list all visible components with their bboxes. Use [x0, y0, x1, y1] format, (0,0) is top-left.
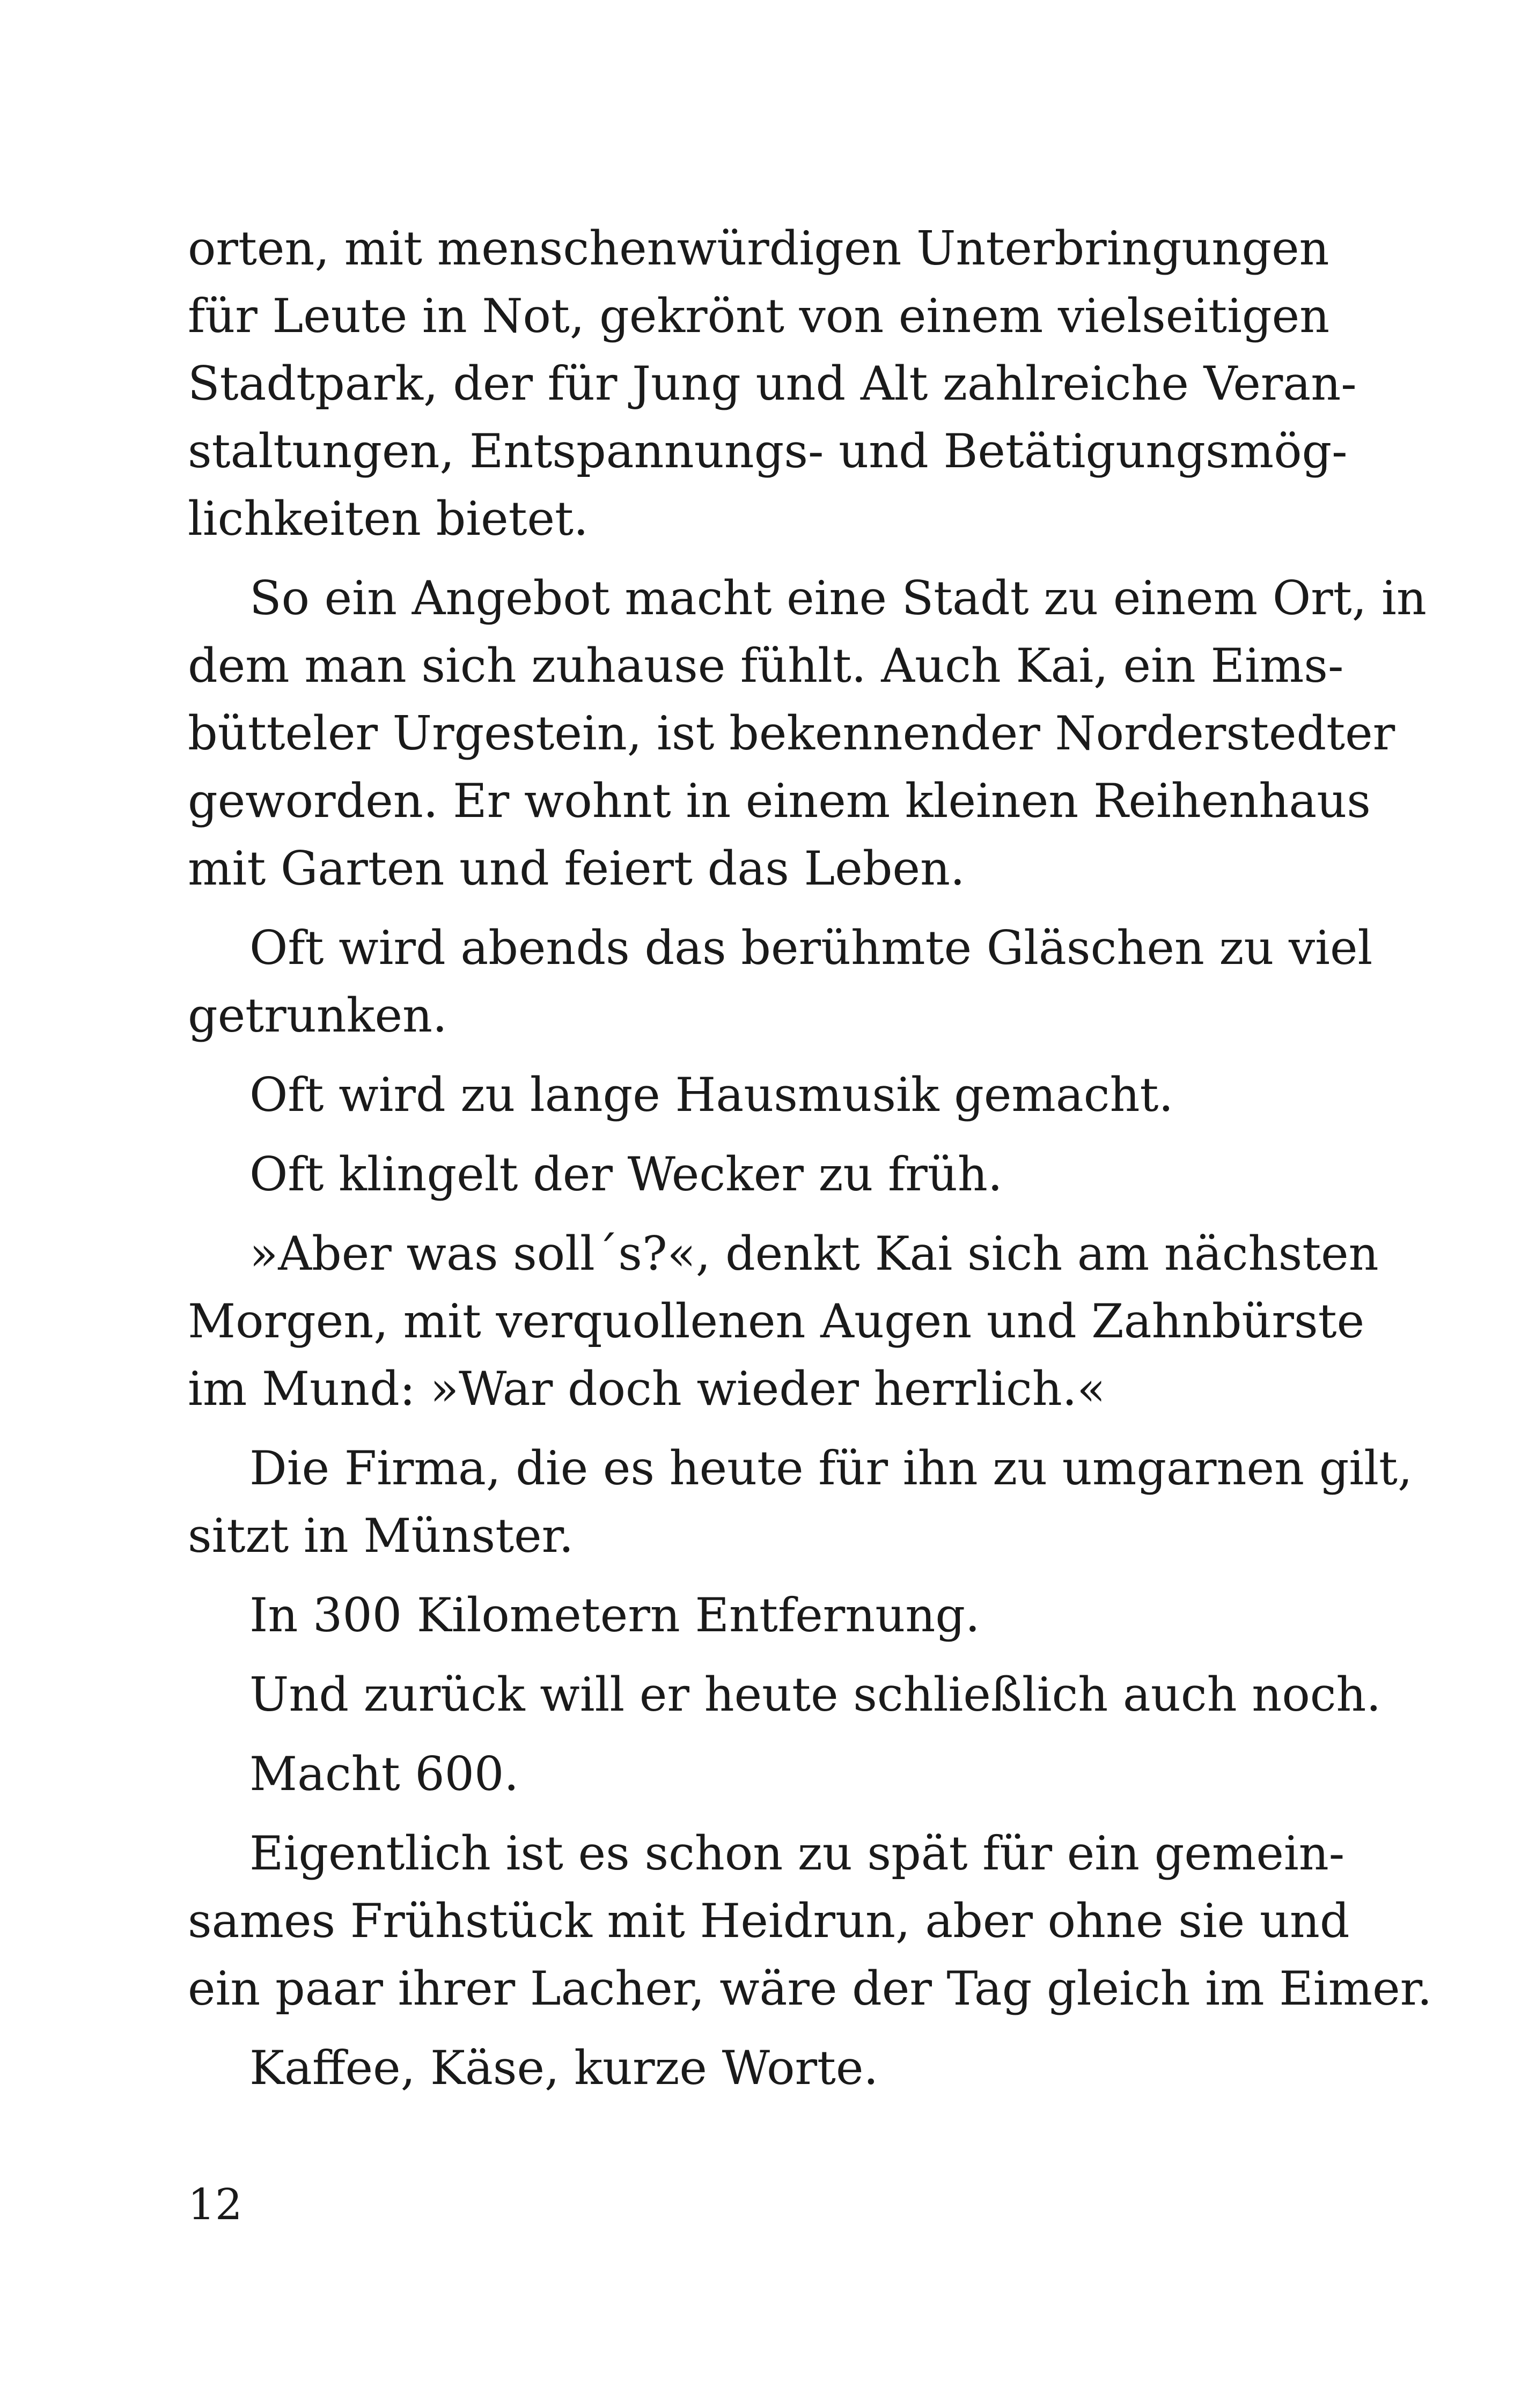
- text-line: Oft wird zu lange Hausmusik gemacht.: [249, 1067, 1174, 1122]
- text-line: sames Frühstück mit Heidrun, aber ohne sie und: [188, 1894, 1350, 1948]
- text-line: bütteler Urgestein, ist bekennender Norderstedter: [188, 706, 1395, 761]
- paragraph: [188, 1581, 1293, 1649]
- text-line: Macht 600.: [249, 1747, 519, 1801]
- paragraph: [188, 914, 1373, 1049]
- text-line: Stadtpark, der für Jung und Alt zahlreiche Veran-: [188, 356, 1357, 411]
- text-line: Kaffee, Käse, kurze Worte.: [249, 2041, 879, 2095]
- text-line: lichkeiten bietet.: [188, 491, 589, 546]
- text-line: orten, mit menschenwürdigen Unterbringungen: [188, 221, 1329, 276]
- text-line: Morgen, mit verquollenen Augen und Zahnbürste: [188, 1294, 1365, 1349]
- text-line: getrunken.: [188, 988, 447, 1043]
- text-line: für Leute in Not, gekrönt von einem vielseitigen: [188, 289, 1330, 343]
- paragraph: [188, 1740, 1293, 1808]
- paragraph: [188, 215, 1357, 553]
- page-number: 12: [188, 2179, 243, 2229]
- text-line: sitzt in Münster.: [188, 1508, 574, 1563]
- text-line: im Mund: »War doch wieder herrlich.«: [188, 1361, 1106, 1416]
- paragraph: [188, 2034, 1293, 2102]
- paragraph: [188, 1661, 1382, 1728]
- text-line: geworden. Er wohnt in einem kleinen Reihenhaus: [188, 774, 1371, 828]
- text-line: Oft klingelt der Wecker zu früh.: [249, 1147, 1003, 1202]
- paragraph: [188, 1140, 1293, 1208]
- paragraph: [188, 1434, 1413, 1570]
- paragraph: [188, 1220, 1379, 1423]
- text-line: Die Firma, die es heute für ihn zu umgarnen gilt,: [249, 1441, 1413, 1496]
- text-line: Und zurück will er heute schließlich auch noch.: [249, 1667, 1382, 1722]
- text-line: staltungen, Entspannungs- und Betätigungsmög-: [188, 424, 1348, 478]
- paragraph: [188, 564, 1427, 902]
- text-line: Eigentlich ist es schon zu spät für ein gemein-: [249, 1826, 1345, 1881]
- text-line: So ein Angebot macht eine Stadt zu einem Ort, in: [249, 571, 1427, 625]
- text-line: dem man sich zuhause fühlt. Auch Kai, ein Eims-: [188, 638, 1344, 693]
- text-line: mit Garten und feiert das Leben.: [188, 841, 965, 896]
- paragraph: [188, 1820, 1432, 2022]
- text-line: ein paar ihrer Lacher, wäre der Tag gleich im Eimer.: [188, 1961, 1432, 2016]
- text-line: Oft wird abends das berühmte Gläschen zu viel: [249, 921, 1373, 975]
- paragraph: [188, 1061, 1293, 1129]
- body-text: [188, 215, 1432, 2114]
- text-line: In 300 Kilometern Entfernung.: [249, 1588, 980, 1643]
- text-line: »Aber was soll´s?«, denkt Kai sich am nächsten: [249, 1226, 1379, 1281]
